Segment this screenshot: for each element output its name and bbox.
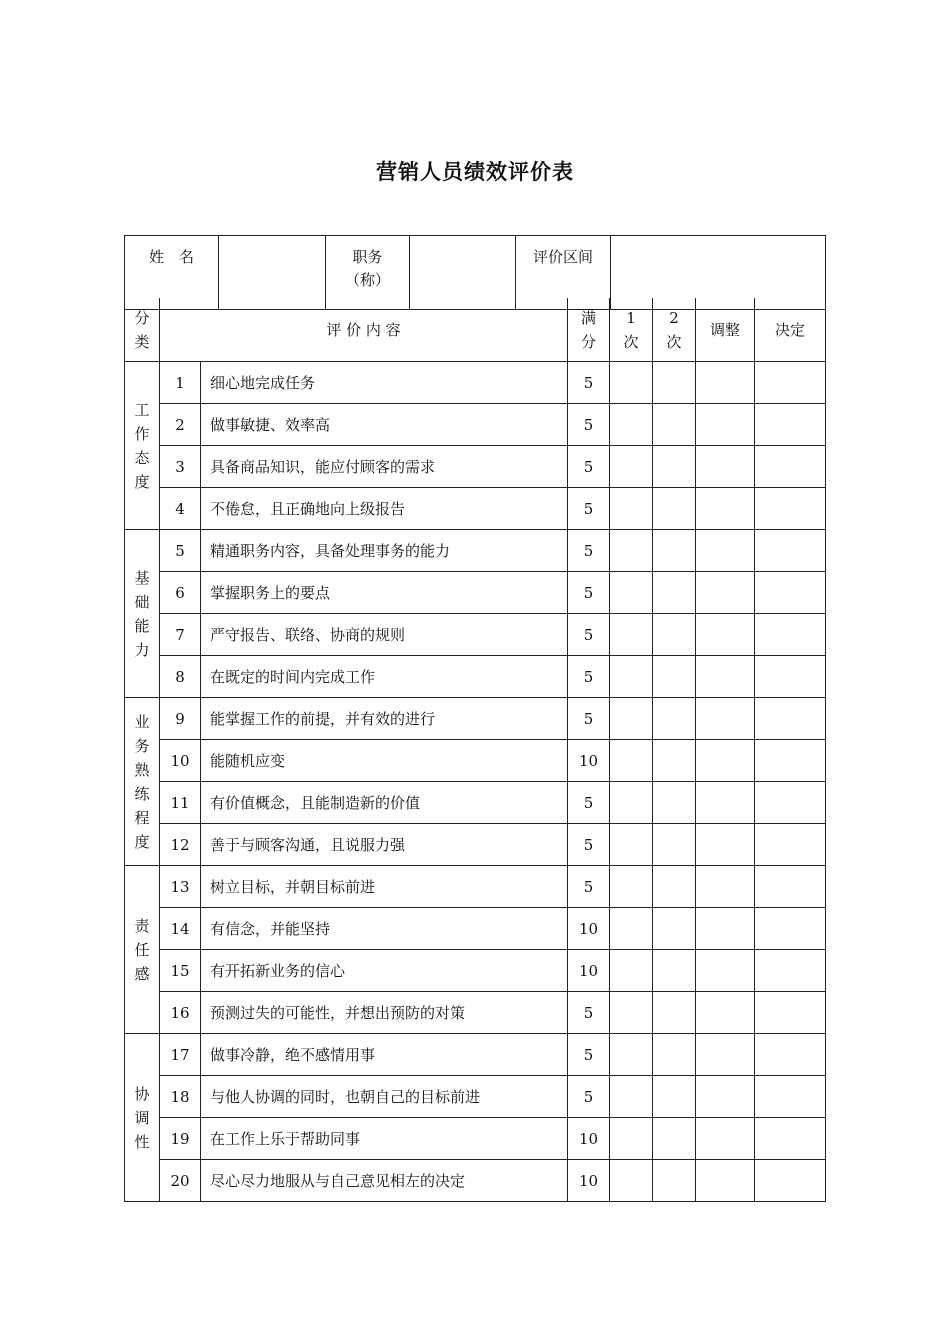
item-full-score: 10: [568, 740, 610, 782]
adjust-cell[interactable]: [696, 488, 755, 530]
category-char: 调: [134, 1108, 150, 1127]
item-number: 9: [160, 698, 201, 740]
item-number: 15: [160, 950, 201, 992]
decision-cell[interactable]: [755, 950, 826, 992]
second-eval-cell[interactable]: [653, 824, 696, 866]
item-number: 20: [160, 1160, 201, 1202]
second-eval-cell[interactable]: [653, 362, 696, 404]
first-eval-cell[interactable]: [610, 530, 653, 572]
table-row: [125, 782, 826, 824]
second-eval-cell[interactable]: [653, 614, 696, 656]
item-full-score: 5: [568, 404, 610, 446]
category-char: 协: [134, 1084, 150, 1103]
item-full-score: 5: [568, 698, 610, 740]
category-char: 性: [134, 1132, 150, 1151]
adjust-cell[interactable]: [696, 740, 755, 782]
col-category-line2: 类: [134, 332, 150, 351]
adjust-cell[interactable]: [696, 908, 755, 950]
item-full-score: 10: [568, 908, 610, 950]
table-row: [125, 1118, 826, 1160]
first-eval-cell[interactable]: [610, 1076, 653, 1118]
category-char: 础: [134, 592, 150, 611]
decision-cell[interactable]: [755, 698, 826, 740]
col-full-score: [568, 298, 610, 362]
column-header-row: [125, 298, 826, 362]
second-eval-cell[interactable]: [653, 1034, 696, 1076]
item-content: 细心地完成任务: [201, 362, 568, 404]
decision-cell[interactable]: [755, 362, 826, 404]
table-row: [125, 698, 826, 740]
adjust-cell[interactable]: [696, 866, 755, 908]
col-decision: 决定: [755, 298, 826, 362]
col-category-line1: 分: [134, 308, 150, 327]
first-eval-cell[interactable]: [610, 740, 653, 782]
col-first-eval-line2: 次: [623, 332, 639, 351]
second-eval-cell[interactable]: [653, 782, 696, 824]
item-number: 13: [160, 866, 201, 908]
category-char: 力: [134, 640, 150, 659]
decision-cell[interactable]: [755, 740, 826, 782]
second-eval-cell[interactable]: [653, 488, 696, 530]
category-char: 业: [134, 712, 150, 731]
item-number: 7: [160, 614, 201, 656]
item-full-score: 5: [568, 446, 610, 488]
item-number: 17: [160, 1034, 201, 1076]
second-eval-cell[interactable]: [653, 908, 696, 950]
name-label: 姓 名: [125, 236, 219, 310]
item-content: 严守报告、联络、协商的规则: [201, 614, 568, 656]
adjust-cell[interactable]: [696, 362, 755, 404]
category-char: 熟: [134, 760, 150, 779]
item-number: 11: [160, 782, 201, 824]
table-row: [125, 362, 826, 404]
category-char: 练: [134, 784, 150, 803]
adjust-cell[interactable]: [696, 572, 755, 614]
item-content: 掌握职务上的要点: [201, 572, 568, 614]
table-row: [125, 614, 826, 656]
item-content: 做事敏捷、效率高: [201, 404, 568, 446]
adjust-cell[interactable]: [696, 404, 755, 446]
item-content: 有价值概念，且能制造新的价值: [201, 782, 568, 824]
decision-cell[interactable]: [755, 488, 826, 530]
item-content: 尽心尽力地服从与自己意见相左的决定: [201, 1160, 568, 1202]
item-number: 19: [160, 1118, 201, 1160]
item-number: 10: [160, 740, 201, 782]
item-content: 与他人协调的同时，也朝自己的目标前进: [201, 1076, 568, 1118]
second-eval-cell[interactable]: [653, 866, 696, 908]
item-full-score: 5: [568, 572, 610, 614]
col-content: 评 价 内 容: [160, 298, 568, 362]
category-char: 责: [134, 916, 150, 935]
col-second-eval: [653, 298, 696, 362]
item-full-score: 5: [568, 614, 610, 656]
first-eval-cell[interactable]: [610, 950, 653, 992]
adjust-cell[interactable]: [696, 1160, 755, 1202]
category-cell: [125, 866, 160, 1034]
adjust-cell[interactable]: [696, 992, 755, 1034]
item-number: 18: [160, 1076, 201, 1118]
second-eval-cell[interactable]: [653, 740, 696, 782]
decision-cell[interactable]: [755, 824, 826, 866]
first-eval-cell[interactable]: [610, 1034, 653, 1076]
first-eval-cell[interactable]: [610, 572, 653, 614]
second-eval-cell[interactable]: [653, 530, 696, 572]
first-eval-cell[interactable]: [610, 698, 653, 740]
category-cell: [125, 1034, 160, 1202]
item-number: 2: [160, 404, 201, 446]
col-category: [125, 298, 160, 362]
first-eval-cell[interactable]: [610, 446, 653, 488]
item-number: 3: [160, 446, 201, 488]
second-eval-cell[interactable]: [653, 656, 696, 698]
position-label-line1: 职务: [352, 248, 383, 266]
first-eval-cell[interactable]: [610, 614, 653, 656]
category-char: 任: [134, 940, 150, 959]
item-full-score: 5: [568, 362, 610, 404]
table-row: [125, 656, 826, 698]
category-char: 度: [134, 832, 150, 851]
first-eval-cell[interactable]: [610, 908, 653, 950]
decision-cell[interactable]: [755, 1160, 826, 1202]
item-content: 在工作上乐于帮助同事: [201, 1118, 568, 1160]
second-eval-cell[interactable]: [653, 446, 696, 488]
item-number: 5: [160, 530, 201, 572]
col-full-score-line2: 分: [580, 332, 596, 351]
decision-cell[interactable]: [755, 992, 826, 1034]
item-number: 12: [160, 824, 201, 866]
table-row: [125, 1034, 826, 1076]
first-eval-cell[interactable]: [610, 362, 653, 404]
item-full-score: 5: [568, 530, 610, 572]
decision-cell[interactable]: [755, 446, 826, 488]
decision-cell[interactable]: [755, 572, 826, 614]
item-full-score: 5: [568, 824, 610, 866]
table-row: [125, 1076, 826, 1118]
table-row: [125, 950, 826, 992]
adjust-cell[interactable]: [696, 950, 755, 992]
item-full-score: 10: [568, 1118, 610, 1160]
first-eval-cell[interactable]: [610, 824, 653, 866]
table-row: [125, 572, 826, 614]
adjust-cell[interactable]: [696, 1034, 755, 1076]
decision-cell[interactable]: [755, 656, 826, 698]
item-content: 做事冷静，绝不感情用事: [201, 1034, 568, 1076]
evaluation-table: [124, 298, 826, 1202]
item-content: 在既定的时间内完成工作: [201, 656, 568, 698]
adjust-cell[interactable]: [696, 656, 755, 698]
item-full-score: 10: [568, 1160, 610, 1202]
item-content: 能随机应变: [201, 740, 568, 782]
range-label: 评价区间: [516, 236, 611, 310]
decision-cell[interactable]: [755, 866, 826, 908]
category-char: 能: [134, 616, 150, 635]
table-row: [125, 404, 826, 446]
adjust-cell[interactable]: [696, 614, 755, 656]
decision-cell[interactable]: [755, 1034, 826, 1076]
item-content: 善于与顾客沟通，且说服力强: [201, 824, 568, 866]
table-row: [125, 824, 826, 866]
adjust-cell[interactable]: [696, 782, 755, 824]
col-second-eval-line2: 次: [666, 332, 682, 351]
category-cell: [125, 530, 160, 698]
item-content: 有开拓新业务的信心: [201, 950, 568, 992]
decision-cell[interactable]: [755, 782, 826, 824]
item-number: 4: [160, 488, 201, 530]
adjust-cell[interactable]: [696, 530, 755, 572]
category-char: 感: [134, 964, 150, 983]
category-char: 度: [134, 472, 150, 491]
adjust-cell[interactable]: [696, 1076, 755, 1118]
decision-cell[interactable]: [755, 1118, 826, 1160]
item-full-score: 10: [568, 950, 610, 992]
item-full-score: 5: [568, 488, 610, 530]
table-row: [125, 530, 826, 572]
table-row: [125, 446, 826, 488]
table-row: [125, 908, 826, 950]
table-row: [125, 740, 826, 782]
second-eval-cell[interactable]: [653, 1118, 696, 1160]
second-eval-cell[interactable]: [653, 950, 696, 992]
adjust-cell[interactable]: [696, 1118, 755, 1160]
col-second-eval-line1: 2: [669, 308, 679, 327]
decision-cell[interactable]: [755, 1076, 826, 1118]
category-cell: [125, 698, 160, 866]
category-char: 态: [134, 448, 150, 467]
decision-cell[interactable]: [755, 530, 826, 572]
adjust-cell[interactable]: [696, 446, 755, 488]
category-char: 工: [134, 400, 150, 419]
item-number: 1: [160, 362, 201, 404]
first-eval-cell[interactable]: [610, 1118, 653, 1160]
first-eval-cell[interactable]: [610, 488, 653, 530]
category-char: 作: [134, 424, 150, 443]
item-number: 8: [160, 656, 201, 698]
second-eval-cell[interactable]: [653, 572, 696, 614]
item-full-score: 5: [568, 992, 610, 1034]
first-eval-cell[interactable]: [610, 866, 653, 908]
table-row: [125, 488, 826, 530]
second-eval-cell[interactable]: [653, 1160, 696, 1202]
item-full-score: 5: [568, 866, 610, 908]
position-label-line2: （称）: [344, 271, 390, 289]
category-char: 务: [134, 736, 150, 755]
adjust-cell[interactable]: [696, 698, 755, 740]
table-row: [125, 992, 826, 1034]
item-full-score: 5: [568, 1034, 610, 1076]
decision-cell[interactable]: [755, 614, 826, 656]
col-first-eval: [610, 298, 653, 362]
first-eval-cell[interactable]: [610, 992, 653, 1034]
item-full-score: 5: [568, 656, 610, 698]
first-eval-cell[interactable]: [610, 782, 653, 824]
decision-cell[interactable]: [755, 908, 826, 950]
col-adjust: 调整: [696, 298, 755, 362]
item-content: 精通职务内容，具备处理事务的能力: [201, 530, 568, 572]
second-eval-cell[interactable]: [653, 992, 696, 1034]
second-eval-cell[interactable]: [653, 404, 696, 446]
second-eval-cell[interactable]: [653, 698, 696, 740]
table-row: [125, 1160, 826, 1202]
item-number: 6: [160, 572, 201, 614]
first-eval-cell[interactable]: [610, 404, 653, 446]
col-full-score-line1: 满: [580, 308, 596, 327]
item-full-score: 5: [568, 782, 610, 824]
second-eval-cell[interactable]: [653, 1076, 696, 1118]
first-eval-cell[interactable]: [610, 656, 653, 698]
category-char: 程: [134, 808, 150, 827]
item-full-score: 5: [568, 1076, 610, 1118]
col-first-eval-line1: 1: [626, 308, 636, 327]
item-content: 树立目标，并朝目标前进: [201, 866, 568, 908]
item-number: 16: [160, 992, 201, 1034]
category-char: 基: [134, 568, 150, 587]
page-title: 营销人员绩效评价表: [376, 160, 574, 184]
category-cell: [125, 362, 160, 530]
table-row: [125, 866, 826, 908]
item-number: 14: [160, 908, 201, 950]
item-content: 不倦怠，且正确地向上级报告: [201, 488, 568, 530]
item-content: 具备商品知识，能应付顾客的需求: [201, 446, 568, 488]
decision-cell[interactable]: [755, 404, 826, 446]
item-content: 能掌握工作的前提，并有效的进行: [201, 698, 568, 740]
item-content: 有信念，并能坚持: [201, 908, 568, 950]
item-content: 预测过失的可能性，并想出预防的对策: [201, 992, 568, 1034]
first-eval-cell[interactable]: [610, 1160, 653, 1202]
adjust-cell[interactable]: [696, 824, 755, 866]
